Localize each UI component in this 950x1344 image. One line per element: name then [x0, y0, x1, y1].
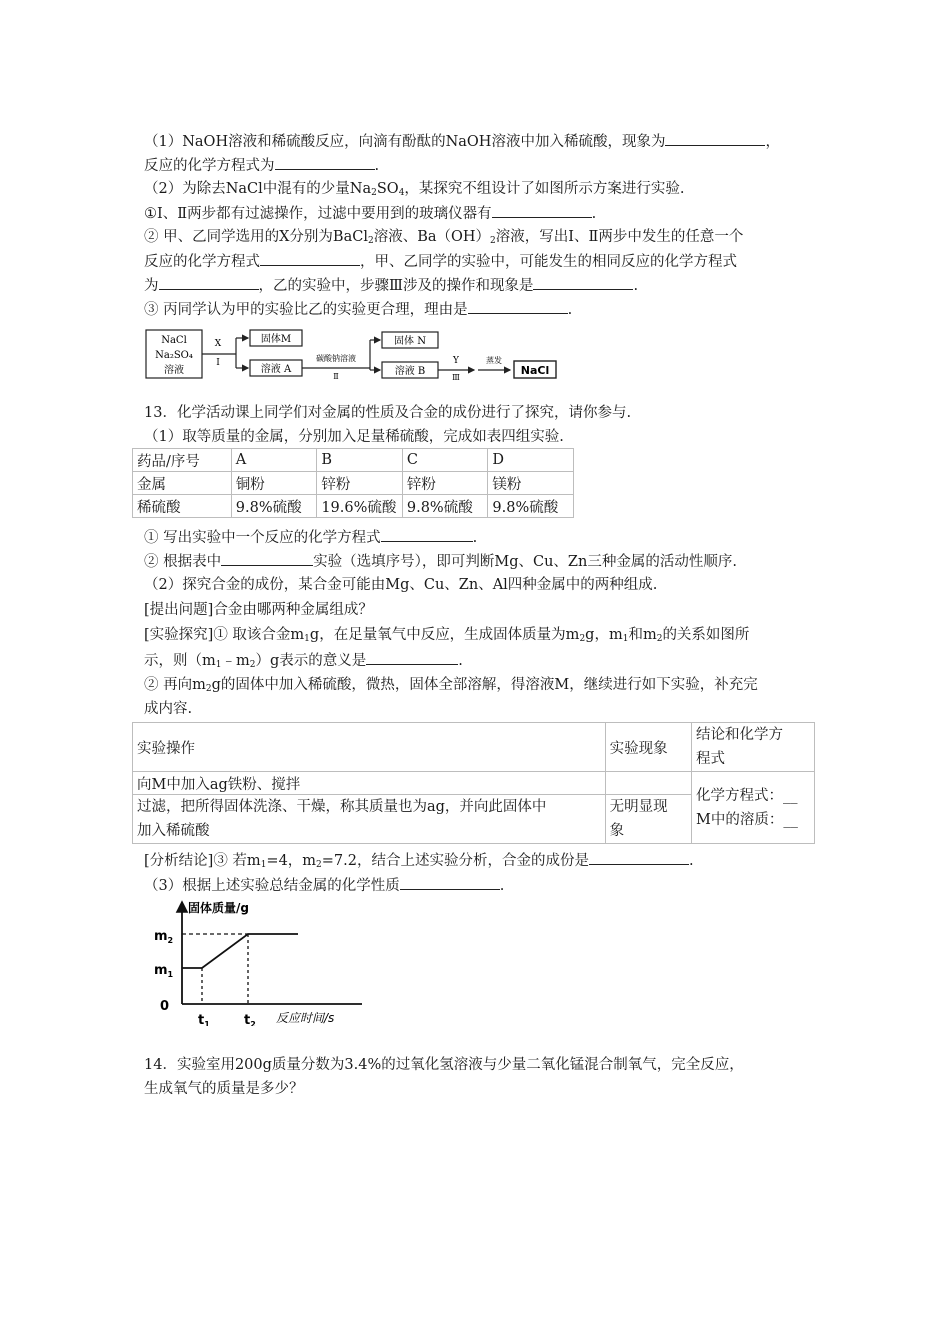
evaporate-label: 蒸发 [486, 356, 502, 365]
text: g，m [585, 627, 623, 643]
q14-line1: 14．实验室用200g质量分数为3.4%的过氧化氢溶液与少量二氧化锰混合制氧气，完全反应， [144, 1057, 744, 1073]
subscript: 2 [167, 936, 174, 945]
subscript: 2 [205, 684, 212, 694]
q14-line2: 生成氧气的质量是多少？ [144, 1081, 304, 1097]
text: g，在足量氧气中反应，生成固体质量为m [309, 627, 580, 643]
subscript: 1 [215, 660, 222, 670]
text: m [154, 929, 168, 944]
text: . [567, 302, 573, 318]
text: 反应的化学方程式 [144, 254, 260, 270]
subscript: 2 [579, 634, 586, 644]
table-cell: 镁粉 [488, 472, 574, 495]
table-cell: 锌粉 [402, 472, 488, 495]
text: 实验（选填序号），即可判断Mg、Cu、Zn三种金属的活动性顺序. [313, 554, 737, 570]
q12-part2-line [144, 179, 685, 199]
solution-b-label: 溶液 B [394, 366, 426, 377]
origin-label: 0 [160, 999, 170, 1014]
text: =4，m [266, 853, 317, 869]
text: ② 甲、乙同学选用的X分别为BaCl [144, 229, 368, 245]
m2-label [154, 929, 173, 945]
text: [实验探究]① 取该合金m [144, 627, 305, 643]
start-label-3: 溶液 [164, 365, 184, 376]
metals-table [132, 448, 574, 518]
q12-step2-line3 [144, 275, 638, 296]
q13-title: 13．化学活动课上同学们对金属的性质及合金的成份进行了探究，请你参与. [144, 405, 632, 421]
text: SO [376, 181, 399, 197]
mass-curve [182, 934, 298, 968]
t1-label [198, 1013, 210, 1026]
reagent-label: 碳酸钠溶液 [316, 354, 356, 363]
product-label: NaCl [520, 364, 550, 377]
text: m [154, 963, 168, 978]
text: . [633, 278, 639, 294]
table-row [133, 495, 574, 518]
subscript: 2 [367, 236, 374, 246]
text: 加入稀硫酸 [137, 823, 210, 839]
text: ，某探究不组设计了如图所示方案进行实验. [404, 181, 685, 197]
text: ，甲、乙同学的实验中，可能发生的相同反应的化学方程式 [360, 254, 737, 270]
subscript: 2 [249, 660, 256, 670]
answer-blank [400, 875, 500, 890]
experiment-table [132, 722, 815, 844]
table-cell: 金属 [133, 472, 232, 495]
text: . [374, 158, 380, 174]
text: =7.2，结合上述实验分析，合金的成份是 [321, 853, 589, 869]
start-label-2: Na₂SO₄ [155, 350, 193, 361]
text: 程式 [696, 751, 725, 767]
reagent-x-label: X [214, 339, 222, 349]
table-cell: 9.8%硫酸 [402, 495, 488, 518]
table-cell: 锌粉 [317, 472, 403, 495]
q12-step1-line [144, 203, 596, 224]
text: 反应的化学方程式为 [144, 158, 275, 174]
table-cell: 向M中加入ag铁粉、搅拌 [133, 772, 606, 795]
text: 无明显现 [609, 799, 668, 815]
answer-blank [492, 203, 592, 218]
reagent-y-label: Y [453, 356, 459, 366]
q12-part1-line1 [144, 131, 780, 152]
answer-blank [381, 527, 473, 542]
subscript: 2 [316, 860, 322, 870]
text: M中的溶质：__ [696, 811, 798, 828]
m1-label [154, 963, 174, 979]
table-cell: 稀硫酸 [133, 495, 232, 518]
subscript: 2 [250, 1020, 256, 1026]
text: . [472, 530, 478, 546]
subscript: 4 [398, 188, 405, 198]
answer-blank [221, 551, 313, 566]
step-3-label: Ⅲ [452, 373, 460, 380]
text: 化学方程式：__ [696, 787, 798, 804]
table-cell: 实验现象 [605, 723, 691, 772]
text: ①Ⅰ、Ⅱ两步都有过滤操作，过滤中要用到的玻璃仪器有 [144, 206, 492, 222]
table-cell [605, 795, 691, 844]
subscript: 1 [167, 970, 174, 979]
answer-blank [275, 155, 375, 170]
q12-step2-line2 [144, 251, 737, 272]
answer-blank [159, 275, 259, 290]
text: ① 写出实验中一个反应的化学方程式 [144, 530, 381, 546]
q13-question: [提出问题]合金由哪两种金属组成？ [144, 602, 373, 618]
solution-a-label: 溶液 A [260, 364, 292, 375]
text: . [499, 878, 505, 894]
text: 示，则（m [144, 653, 216, 669]
text: ② 根据表中 [144, 554, 222, 570]
table-row [133, 472, 574, 495]
table-cell [692, 772, 815, 844]
text: 象 [609, 823, 625, 839]
text: 溶液，写出Ⅰ、Ⅱ两步中发生的任意一个 [495, 229, 744, 245]
table-header-row [133, 449, 574, 472]
table-cell: C [402, 449, 488, 472]
q13-step1-line [144, 527, 477, 548]
q13-part3-line [144, 875, 504, 896]
q13-exp1-line1 [144, 625, 749, 645]
text: （2）为除去NaCl中混有的少量Na [144, 181, 372, 197]
table-cell: D [488, 449, 574, 472]
q12-step2-line1 [144, 227, 743, 247]
subscript: 1 [204, 1020, 210, 1026]
text: t [198, 1013, 205, 1026]
subscript: 2 [490, 236, 496, 246]
table-cell: B [317, 449, 403, 472]
text: ）g表示的意义是 [255, 653, 367, 669]
text: g的固体中加入稀硫酸，微热，固体全部溶解，得溶液M，继续进行如下实验，补充完 [211, 677, 758, 693]
text: 的关系如图所 [662, 627, 750, 643]
text: . [591, 206, 597, 222]
start-label-1: NaCl [161, 335, 187, 346]
text: ② 再向m [144, 677, 206, 693]
table-cell: 19.6%硫酸 [317, 495, 403, 518]
text: [分析结论]③ 若m [144, 853, 261, 869]
step-1-label: Ⅰ [216, 358, 220, 368]
q13-exp2-line2: 成内容. [144, 701, 193, 717]
q13-part1: （1）取等质量的金属，分别加入足量稀硫酸，完成如表四组实验. [144, 429, 564, 445]
answer-blank [260, 251, 360, 266]
table-cell [692, 723, 815, 772]
text: 为 [144, 278, 159, 294]
table-header-row [133, 723, 815, 772]
text: ，乙的实验中，步骤Ⅲ涉及的操作和现象是 [258, 278, 534, 294]
text: 过滤，把所得固体洗涤、干燥，称其质量也为ag，并向此固体中 [137, 799, 547, 815]
text: ﹣m [221, 653, 250, 669]
y-axis-label: 固体质量/g [188, 901, 249, 915]
q13-exp2-line1 [144, 675, 758, 695]
text: （1）NaOH溶液和稀硫酸反应，向滴有酚酞的NaOH溶液中加入稀硫酸，现象为 [144, 134, 666, 150]
text: 溶液、Ba（OH） [373, 229, 491, 245]
subscript: 1 [260, 860, 267, 870]
answer-blank [468, 299, 568, 314]
text: t [244, 1013, 251, 1026]
process-flowchart [144, 328, 560, 380]
subscript: 1 [304, 634, 310, 644]
table-row [133, 772, 815, 795]
subscript: 1 [622, 634, 629, 644]
q13-conclusion-line [144, 850, 694, 871]
mass-time-graph [152, 898, 372, 1026]
solid-m-label: 固体M [260, 334, 292, 345]
table-cell: 9.8%硫酸 [488, 495, 574, 518]
text: 和m [628, 627, 657, 643]
q13-part2: （2）探究合金的成份，某合金可能由Mg、Cu、Zn、Al四种金属中的两种组成. [144, 577, 658, 593]
table-cell [133, 795, 606, 844]
x-axis-label: 反应时间/s [276, 1011, 335, 1025]
subscript: 2 [656, 634, 663, 644]
subscript: 2 [371, 188, 377, 198]
table-cell: 药品/序号 [133, 449, 232, 472]
text: ， [765, 134, 780, 150]
q12-step3-line [144, 299, 572, 320]
q12-part1-line2 [144, 155, 379, 176]
q13-exp1-line2 [144, 650, 463, 671]
text: （3）根据上述实验总结金属的化学性质 [144, 878, 400, 894]
text: . [458, 653, 463, 669]
answer-blank [589, 850, 689, 865]
step-2-label: Ⅱ [333, 372, 339, 380]
t2-label [244, 1013, 256, 1026]
answer-blank [665, 131, 765, 146]
answer-blank [533, 275, 633, 290]
table-cell: 铜粉 [231, 472, 317, 495]
text: ③ 丙同学认为甲的实验比乙的实验更合理，理由是 [144, 302, 468, 318]
q13-step2-line [144, 551, 737, 572]
table-cell [605, 772, 691, 795]
table-cell: A [231, 449, 317, 472]
text: 结论和化学方 [696, 727, 783, 743]
table-cell: 9.8%硫酸 [231, 495, 317, 518]
table-cell: 实验操作 [133, 723, 606, 772]
solid-n-label: 固体 N [394, 336, 426, 347]
text: . [689, 853, 694, 869]
answer-blank [366, 650, 458, 665]
